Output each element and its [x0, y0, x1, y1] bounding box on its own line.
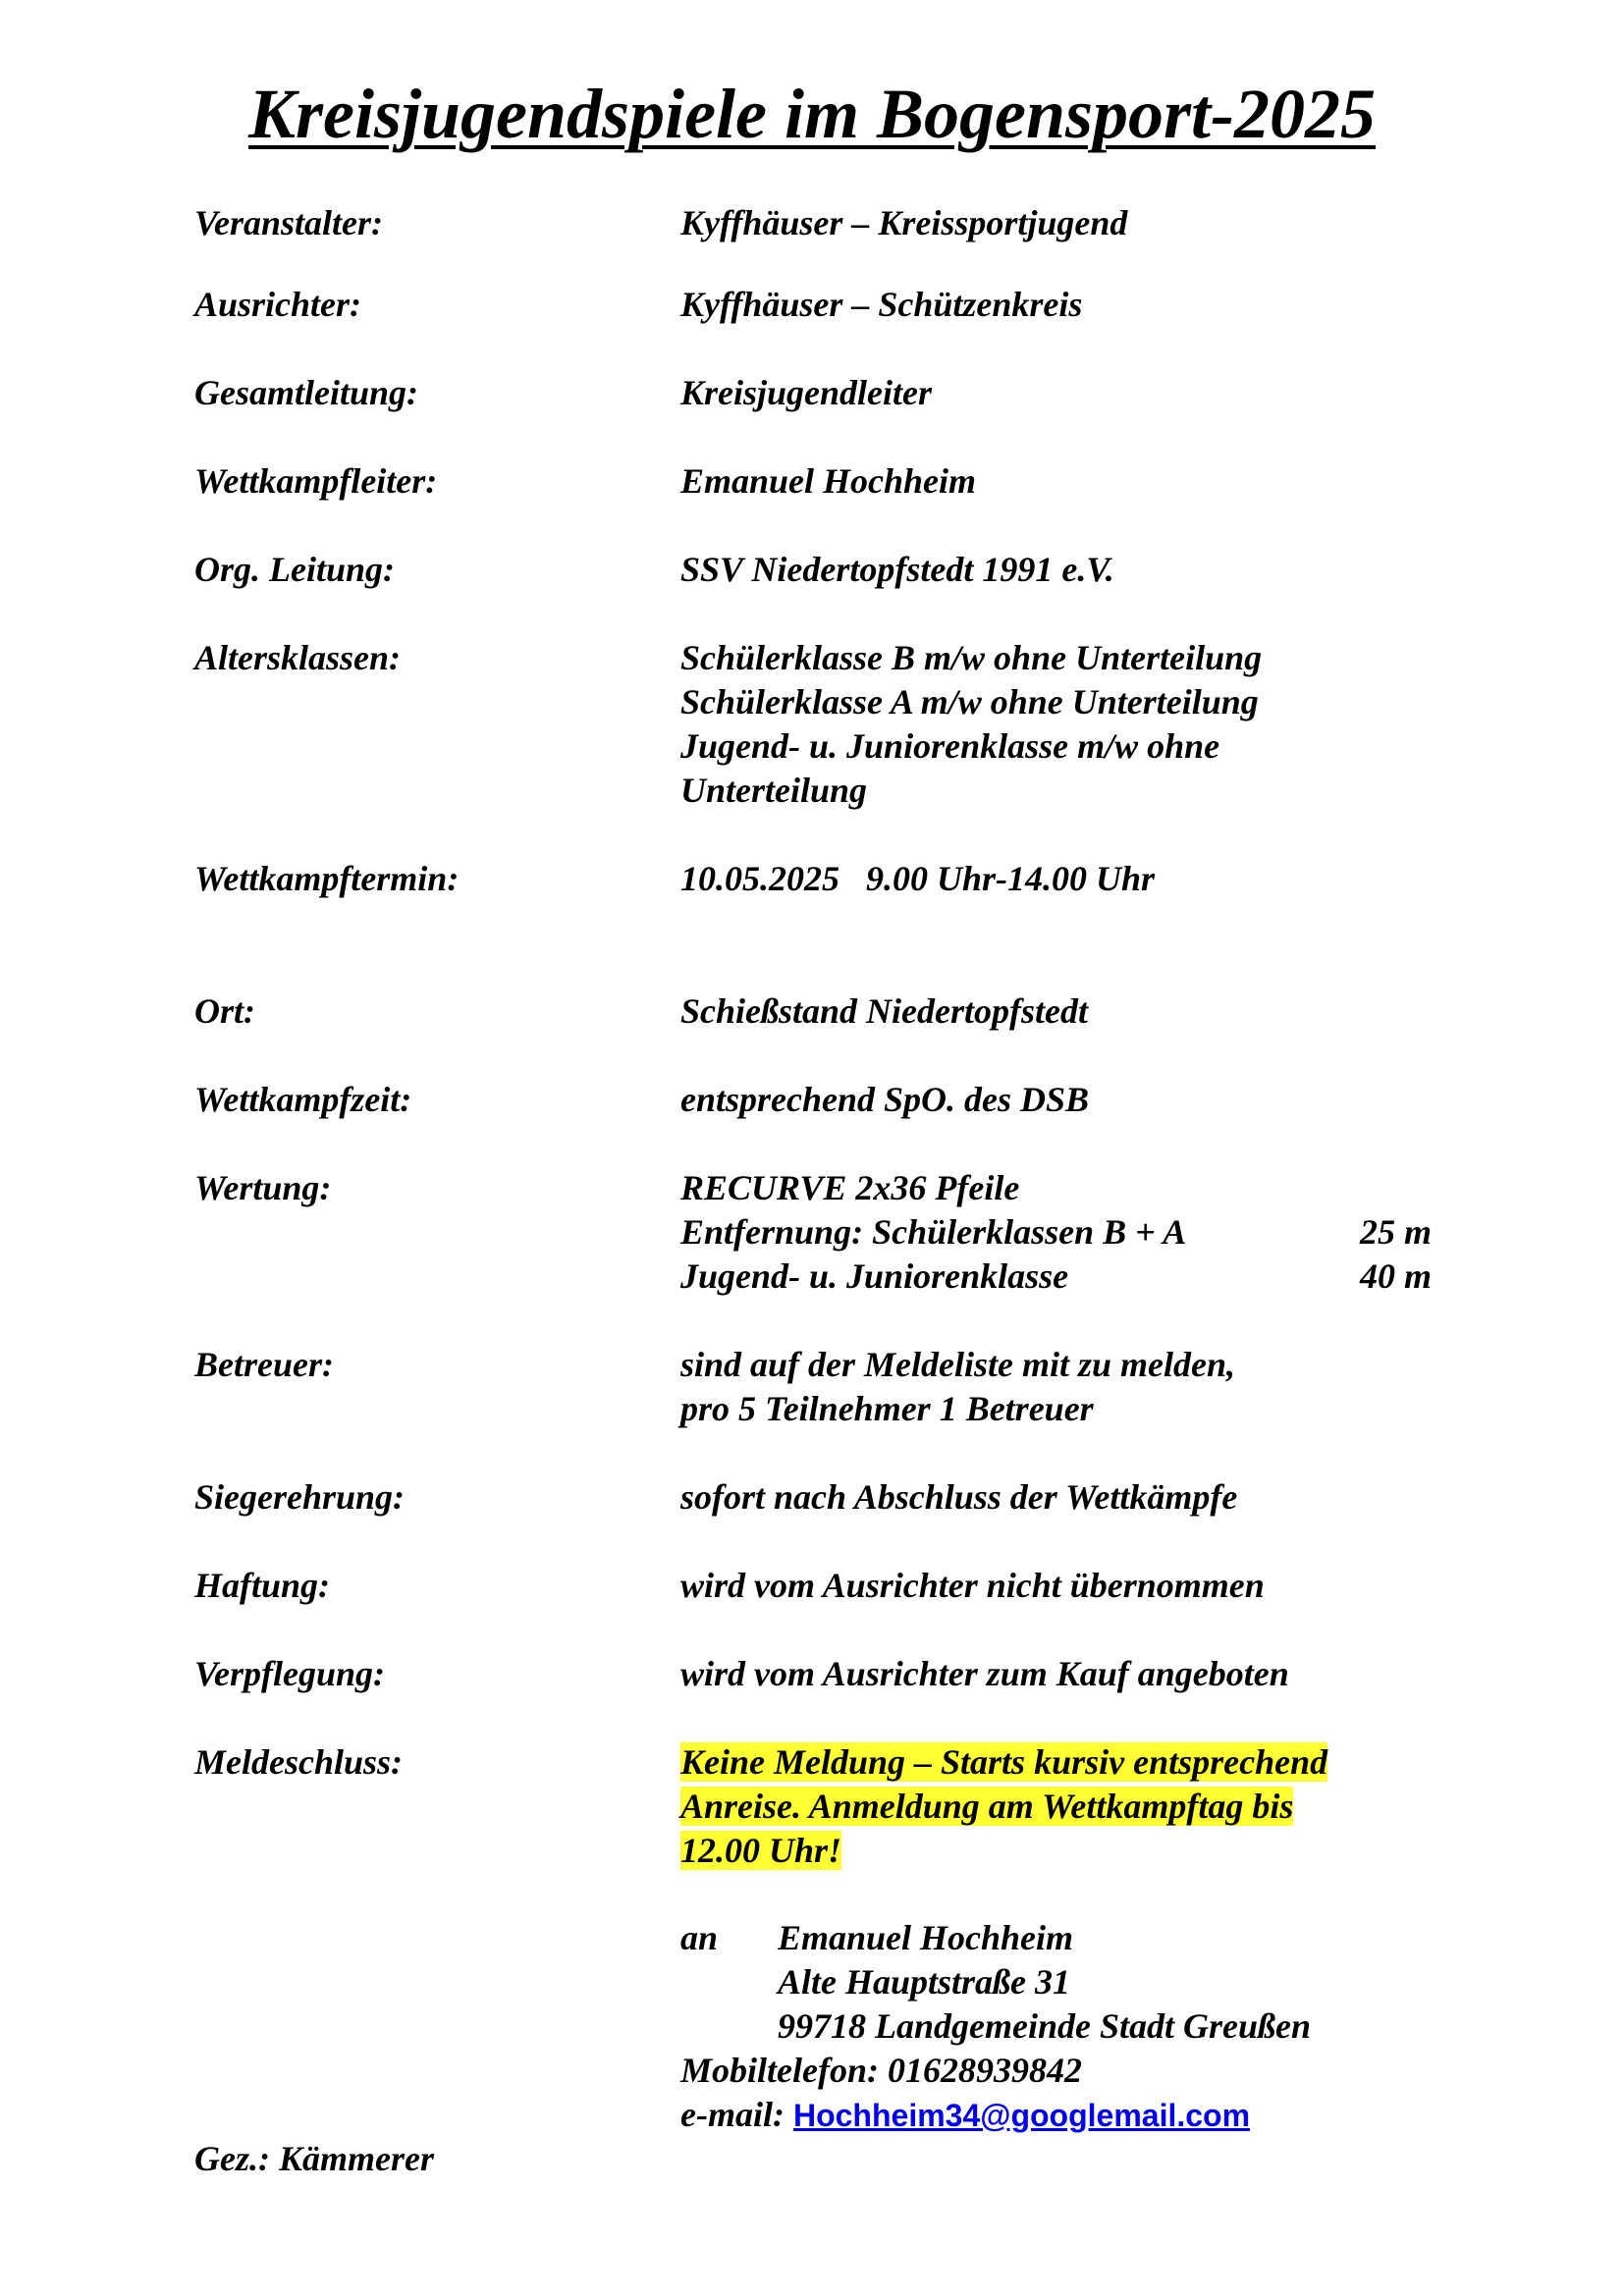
email-label: e-mail: [680, 2095, 785, 2134]
value-ort: Schießstand Niedertopfstedt [680, 991, 1088, 1031]
contact-city: 99718 Landgemeinde Stadt Greußen [778, 2006, 1312, 2046]
page-title: Kreisjugendspiele im Bogensport-2025 [247, 75, 1377, 153]
highlighted-notice: Anreise. Anmeldung am Wettkampftag bis [680, 1787, 1294, 1826]
betreuer-line: pro 5 Teilnehmer 1 Betreuer [680, 1389, 1094, 1428]
distance-value: 40 m [1360, 1256, 1433, 1296]
value-altersklassen [680, 636, 1262, 813]
contact-name: Emanuel Hochheim [778, 1918, 1074, 1957]
highlighted-notice: Keine Meldung – Starts kursiv entsprechend [680, 1742, 1328, 1782]
betreuer-line: sind auf der Meldeliste mit zu melden, [680, 1345, 1236, 1384]
contact-street: Alte Hauptstraße 31 [778, 1962, 1071, 2002]
value-haftung: wird vom Ausrichter nicht übernommen [680, 1566, 1265, 1605]
label-haftung: Haftung: [194, 1566, 331, 1605]
label-siegerehrung: Siegerehrung: [194, 1477, 406, 1517]
value-betreuer [680, 1343, 1235, 1431]
value-verpflegung: wird vom Ausrichter zum Kauf angeboten [680, 1654, 1289, 1693]
value-wettkampfleiter: Emanuel Hochheim [680, 461, 977, 501]
contact-email-row [680, 2093, 1250, 2138]
label-wertung: Wertung: [194, 1168, 332, 1207]
label-ausrichter: Ausrichter: [194, 285, 362, 324]
altersklassen-line: Schülerklasse B m/w ohne Unterteilung [680, 638, 1263, 677]
distance-value: 25 m [1360, 1212, 1433, 1252]
label-altersklassen: Altersklassen: [194, 638, 402, 677]
value-meldeschluss [680, 1740, 1327, 1873]
value-wettkampfzeit: entsprechend SpO. des DSB [680, 1080, 1090, 1119]
label-wettkampfzeit: Wettkampfzeit: [194, 1080, 412, 1119]
label-verpflegung: Verpflegung: [194, 1654, 386, 1693]
value-veranstalter: Kyffhäuser – Kreissportjugend [680, 203, 1128, 242]
label-wettkampfleiter: Wettkampfleiter: [194, 461, 438, 501]
distance-text: Entfernung: Schülerklassen B + A [680, 1212, 1187, 1252]
value-gesamtleitung: Kreisjugendleiter [680, 373, 933, 412]
contact-an: an [680, 1918, 719, 1957]
value-siegerehrung: sofort nach Abschluss der Wettkämpfe [680, 1477, 1238, 1517]
altersklassen-line: Schülerklasse A m/w ohne Unterteilung [680, 682, 1259, 721]
label-ort: Ort: [194, 991, 255, 1031]
value-wettkampftermin: 10.05.2025 9.00 Uhr-14.00 Uhr [680, 859, 1156, 898]
distance-text: Jugend- u. Juniorenklasse [680, 1256, 1069, 1296]
highlighted-notice: 12.00 Uhr! [680, 1831, 842, 1870]
altersklassen-line: Jugend- u. Juniorenklasse m/w ohne [680, 726, 1220, 766]
label-gesamtleitung: Gesamtleitung: [194, 373, 419, 412]
value-org-leitung: SSV Niedertopfstedt 1991 e.V. [680, 550, 1114, 589]
signature: Gez.: Kämmerer [194, 2139, 434, 2178]
label-veranstalter: Veranstalter: [194, 203, 384, 242]
value-wertung-line1: RECURVE 2x36 Pfeile [680, 1168, 1020, 1207]
label-wettkampftermin: Wettkampftermin: [194, 859, 460, 898]
label-betreuer: Betreuer: [194, 1345, 334, 1384]
contact-phone: Mobiltelefon: 01628939842 [680, 2051, 1082, 2090]
label-meldeschluss: Meldeschluss: [194, 1742, 404, 1782]
value-ausrichter: Kyffhäuser – Schützenkreis [680, 285, 1083, 324]
label-org-leitung: Org. Leitung: [194, 550, 396, 589]
altersklassen-line: Unterteilung [680, 771, 868, 810]
email-link[interactable]: Hochheim34@googlemail.com [792, 2098, 1251, 2133]
